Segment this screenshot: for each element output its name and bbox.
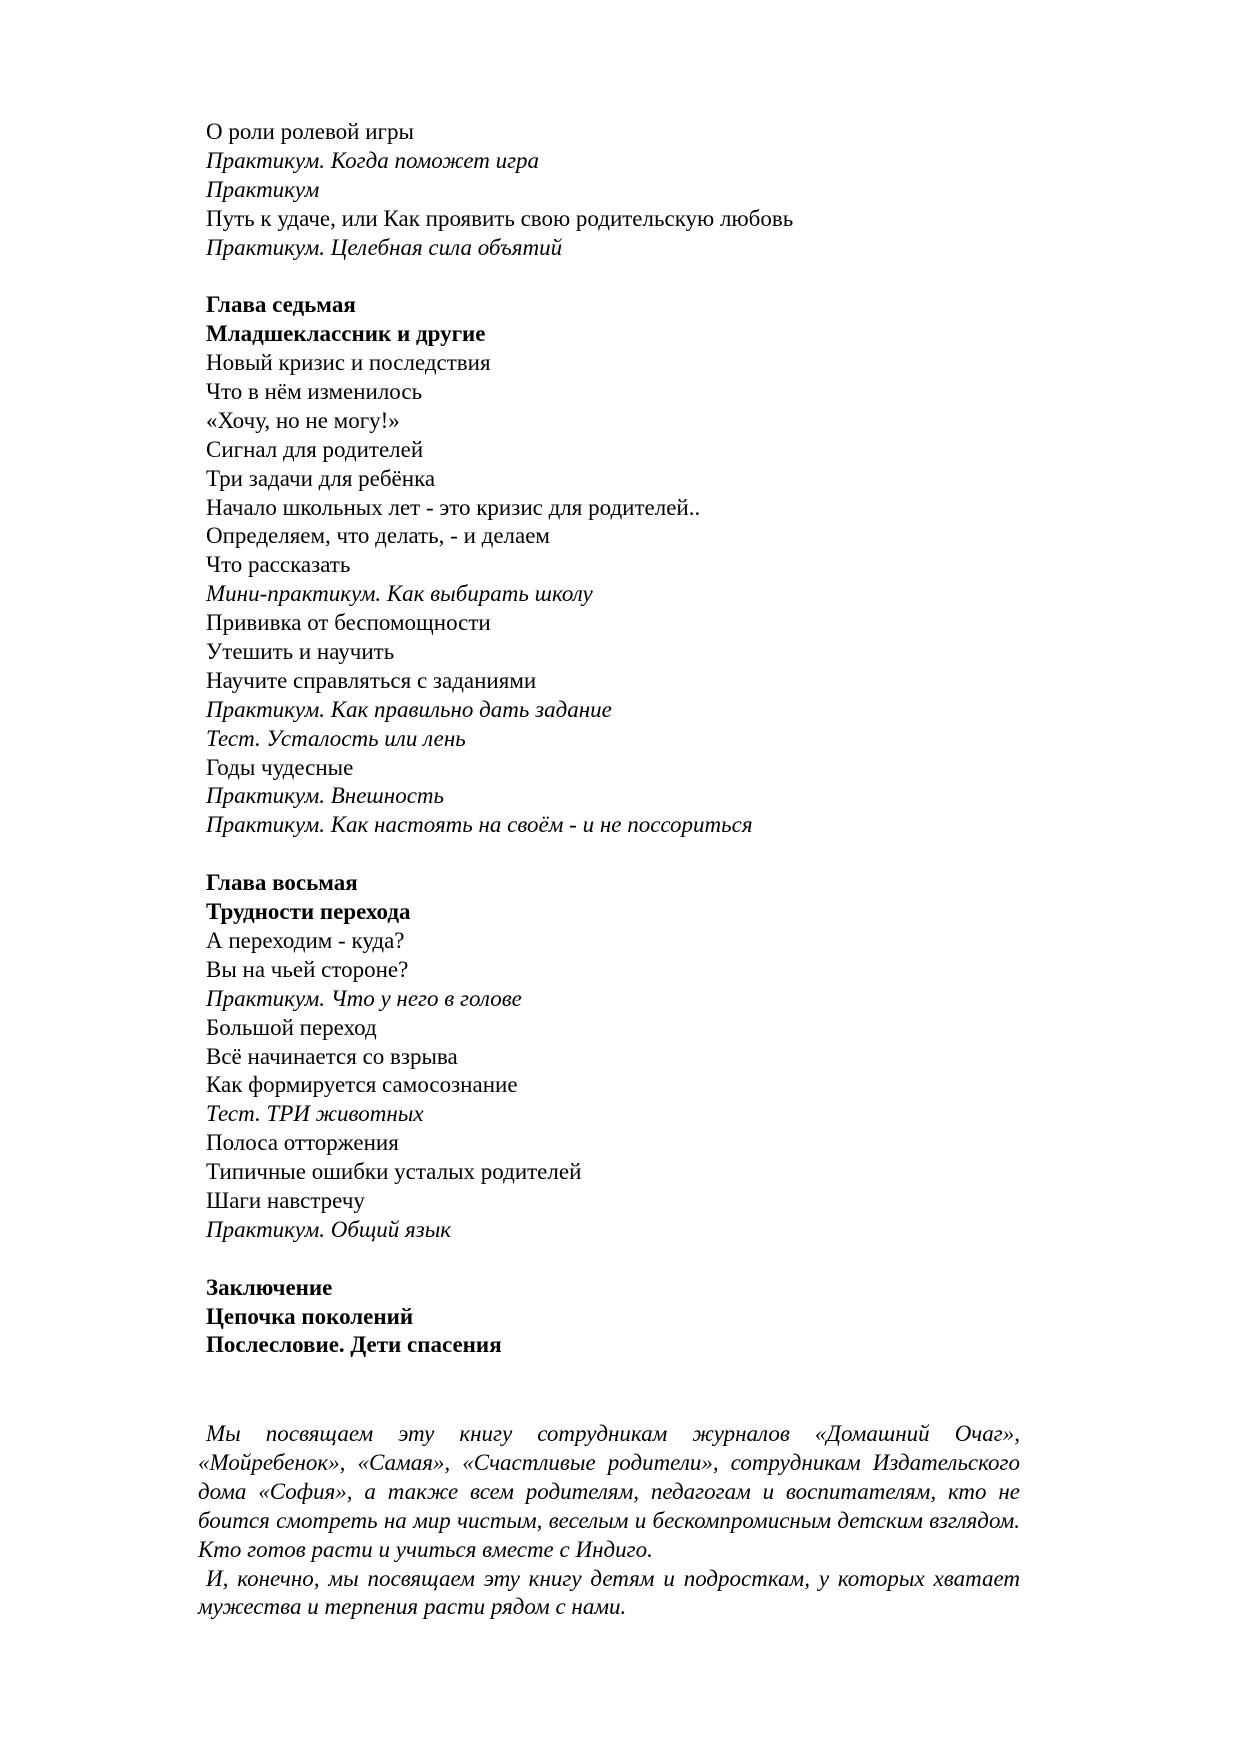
chapter-8-heading: Глава восьмая (206, 870, 358, 896)
toc-item: Практикум. Целебная сила объятий (206, 234, 563, 260)
toc-item: «Хочу, но не могу!» (206, 407, 400, 433)
conclusion-title: Цепочка поколений (206, 1303, 414, 1329)
toc-item: Новый кризис и последствия (206, 350, 491, 376)
chapter-8-title: Трудности перехода (206, 899, 411, 925)
toc-item: Тест. ТРИ животных (206, 1101, 424, 1127)
chapter-7-title: Младшеклассник и другие (206, 321, 486, 347)
toc-item: Годы чудесные (206, 754, 354, 780)
toc-item: Практикум. Когда поможет игра (206, 147, 540, 173)
toc-item: Начало школьных лет - это кризис для родителей.. (206, 494, 701, 520)
toc-item: Что рассказать (206, 552, 351, 578)
toc-item: Тест. Усталость или лень (206, 725, 466, 751)
dedication-paragraph: И, конечно, мы посвящаем эту книгу детям и подросткам, у которых хватает мужества и терпения расти рядом с нами. (198, 1565, 1020, 1620)
toc-item: Три задачи для ребёнка (206, 465, 436, 491)
table-of-contents (206, 118, 1026, 1360)
toc-item: Путь к удаче, или Как проявить свою родительскую любовь (206, 205, 794, 231)
dedication (198, 1420, 1020, 1622)
toc-item: Практикум (206, 176, 320, 202)
toc-item: Что в нём изменилось (206, 379, 423, 405)
toc-item: Мини-практикум. Как выбирать школу (206, 581, 593, 607)
toc-item: Прививка от беспомощности (206, 610, 491, 636)
toc-item: О роли ролевой игры (206, 119, 414, 144)
toc-item: Практикум. Общий язык (206, 1216, 452, 1242)
chapter-7-heading: Глава седьмая (206, 292, 356, 318)
toc-item: Практикум. Как настоять на своём - и не поссориться (206, 812, 753, 838)
toc-item: Практикум. Внешность (206, 783, 444, 809)
spacer (206, 840, 1026, 869)
spacer (206, 262, 1026, 291)
toc-item: Всё начинается со взрыва (206, 1043, 458, 1069)
toc-item: Полоса отторжения (206, 1130, 399, 1156)
toc-item: Вы на чьей стороне? (206, 956, 409, 982)
dedication-paragraph: Мы посвящаем эту книгу сотрудникам журналов «Домашний Очаг», «Мойребенок», «Самая», «Счастливые родители», сотрудникам Издательского дома «София», а также всем родителям, педагогам и воспитателям, кто не боится смотреть на мир чистым, веселым и бескомпромисным детским взглядом. Кто готов расти и учиться вместе с Индиго. (198, 1421, 1020, 1562)
conclusion-heading: Заключение (206, 1274, 333, 1300)
toc-item: Типичные ошибки усталых родителей (206, 1159, 582, 1185)
toc-item: А переходим - куда? (206, 927, 405, 953)
toc-item: Утешить и научить (206, 639, 395, 665)
toc-item: Сигнал для родителей (206, 436, 424, 462)
toc-item: Практикум. Как правильно дать задание (206, 696, 612, 722)
spacer (206, 1245, 1026, 1274)
toc-item: Шаги навстречу (206, 1187, 365, 1213)
toc-item: Научите справляться с заданиями (206, 667, 537, 693)
toc-item: Практикум. Что у него в голове (206, 985, 522, 1011)
toc-item: Определяем, что делать, - и делаем (206, 523, 550, 549)
afterword-title: Послесловие. Дети спасения (206, 1332, 502, 1358)
toc-item: Большой переход (206, 1014, 377, 1040)
toc-item: Как формируется самосознание (206, 1072, 518, 1098)
